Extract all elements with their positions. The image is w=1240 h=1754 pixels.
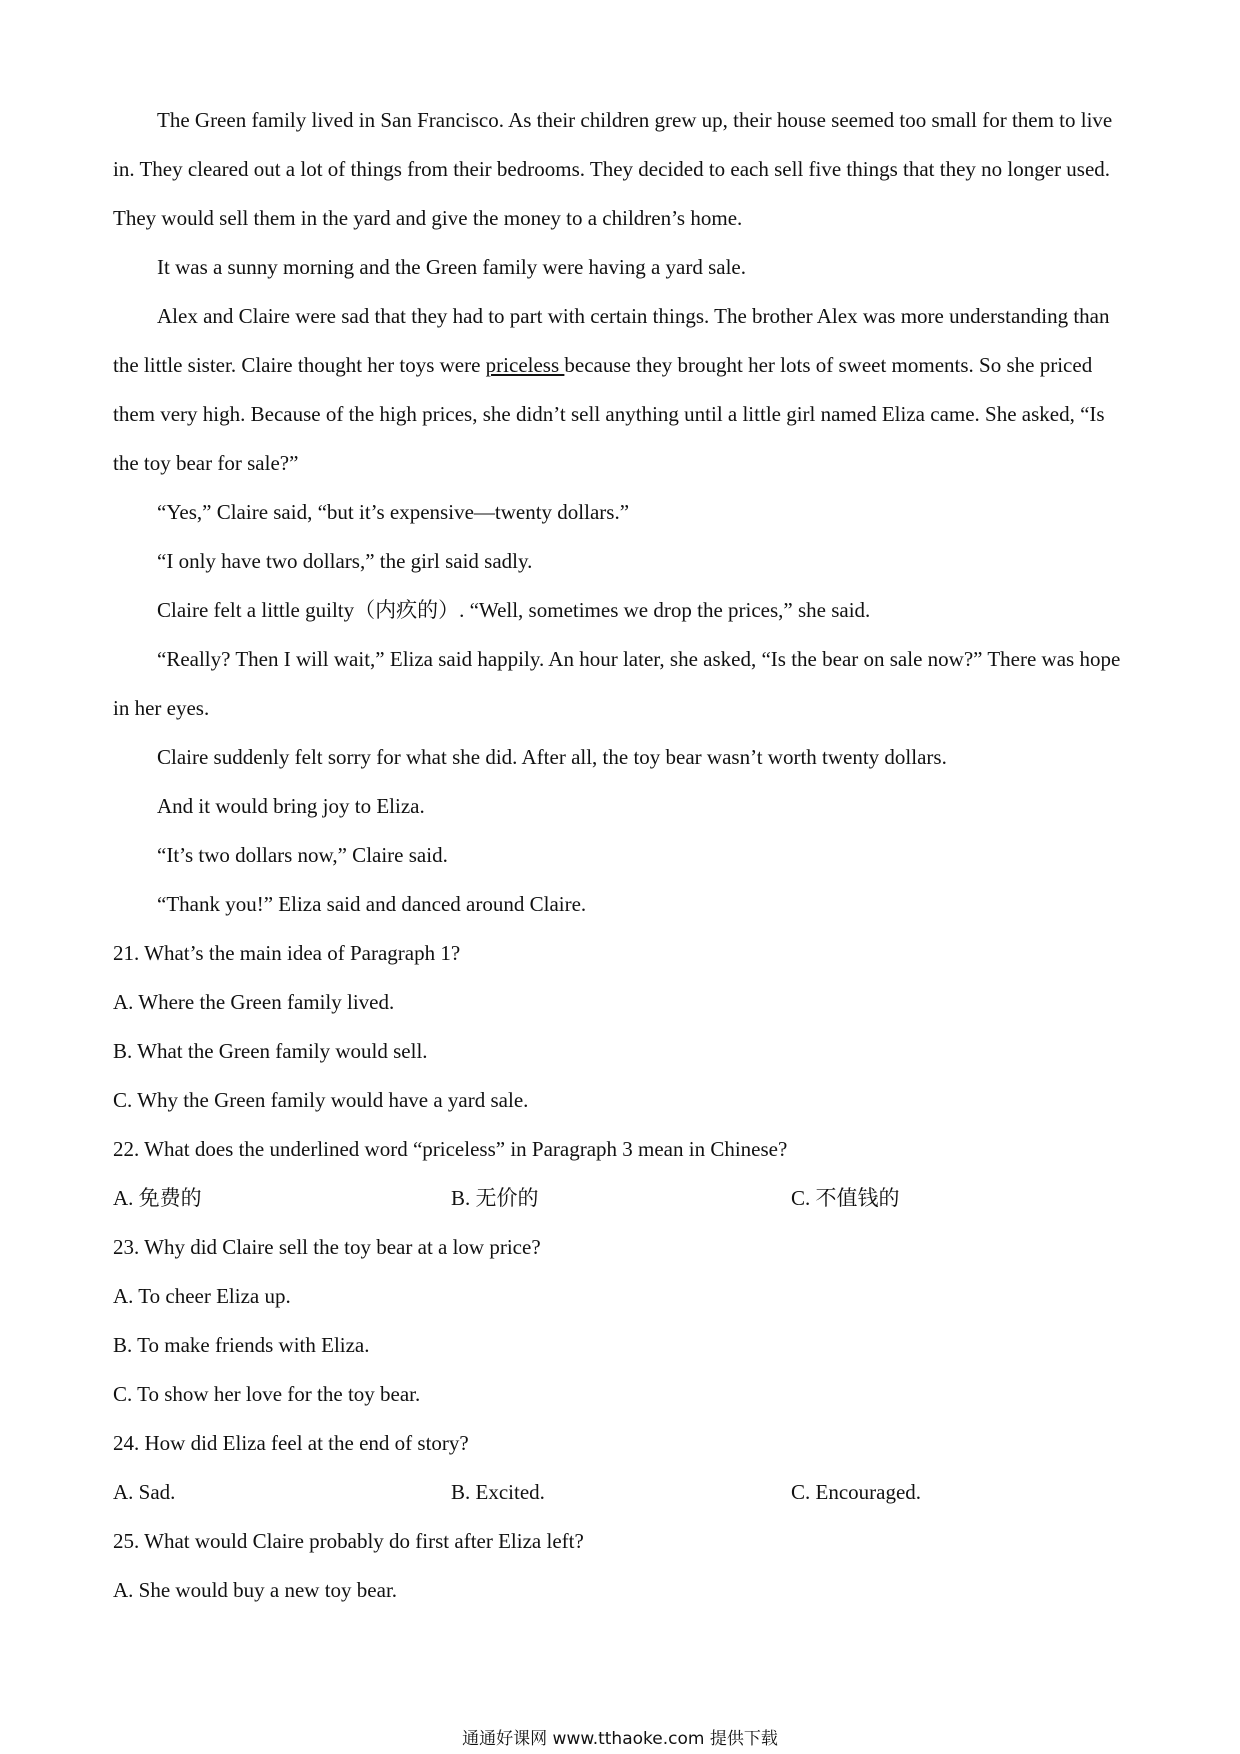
paragraph-8: Claire suddenly felt sorry for what she did. After all, the toy bear wasn’t worth twenty dollars. <box>157 745 947 769</box>
question-21-option-b: B. What the Green family would sell. <box>113 1039 428 1063</box>
question-22-option-b: B. 无价的 <box>451 1186 539 1210</box>
paragraph-7: “Really? Then I will wait,” Eliza said happily. An hour later, she asked, “Is the bear on sale now?” There was hope in her eyes. <box>113 647 1121 720</box>
paragraph-3-text-after: because they brought her lots of sweet moments. So she priced them very high. Because of the high prices, she didn’t sell anything until a little girl named Eliza came. She asked, “Is the toy bear for sale?” <box>113 353 1105 475</box>
paragraph-1: The Green family lived in San Francisco. As their children grew up, their house seemed too small for them to live in. They cleared out a lot of things from their bedrooms. They decided to each sell five things that they no longer used. They would sell them in the yard and give the money to a children’s home. <box>113 108 1113 230</box>
question-22: 22. What does the underlined word “priceless” in Paragraph 3 mean in Chinese? <box>113 1137 788 1161</box>
question-24-options <box>113 1468 1123 1517</box>
paragraph-3 <box>113 292 1123 488</box>
paragraph-9: And it would bring joy to Eliza. <box>157 794 425 818</box>
question-22-option-a: A. 免费的 <box>113 1186 202 1210</box>
question-23-option-a: A. To cheer Eliza up. <box>113 1284 291 1308</box>
question-23-option-c: C. To show her love for the toy bear. <box>113 1382 421 1406</box>
question-24: 24. How did Eliza feel at the end of story? <box>113 1431 469 1455</box>
question-21-option-a: A. Where the Green family lived. <box>113 990 395 1014</box>
question-25-option-a: A. She would buy a new toy bear. <box>113 1578 398 1602</box>
question-24-option-b: B. Excited. <box>451 1480 545 1504</box>
paragraph-3-text-before: Alex and Claire were sad that they had to part with certain things. The brother Alex was more understanding than the little sister. Claire thought her toys were <box>113 304 1110 377</box>
question-22-options <box>113 1174 1123 1223</box>
underlined-word-priceless: priceless <box>485 353 565 377</box>
paragraph-4: “Yes,” Claire said, “but it’s expensive—twenty dollars.” <box>157 500 630 524</box>
question-24-option-a: A. Sad. <box>113 1480 176 1504</box>
question-21-option-c: C. Why the Green family would have a yard sale. <box>113 1088 529 1112</box>
question-25: 25. What would Claire probably do first after Eliza left? <box>113 1529 584 1553</box>
paragraph-6: Claire felt a little guilty（内疚的）. “Well, sometimes we drop the prices,” she said. <box>157 598 871 622</box>
page-footer: 通通好课网 www.tthaoke.com 提供下载 <box>462 1729 778 1749</box>
paragraph-5: “I only have two dollars,” the girl said sadly. <box>157 549 533 573</box>
question-23-option-b: B. To make friends with Eliza. <box>113 1333 370 1357</box>
question-24-option-c: C. Encouraged. <box>791 1480 922 1504</box>
paragraph-10: “It’s two dollars now,” Claire said. <box>157 843 448 867</box>
question-22-option-c: C. 不值钱的 <box>791 1186 900 1210</box>
paragraph-2: It was a sunny morning and the Green family were having a yard sale. <box>157 255 746 279</box>
paragraph-11: “Thank you!” Eliza said and danced around Claire. <box>157 892 587 916</box>
reading-passage <box>113 96 1123 1615</box>
question-23: 23. Why did Claire sell the toy bear at a low price? <box>113 1235 541 1259</box>
question-21: 21. What’s the main idea of Paragraph 1? <box>113 941 461 965</box>
